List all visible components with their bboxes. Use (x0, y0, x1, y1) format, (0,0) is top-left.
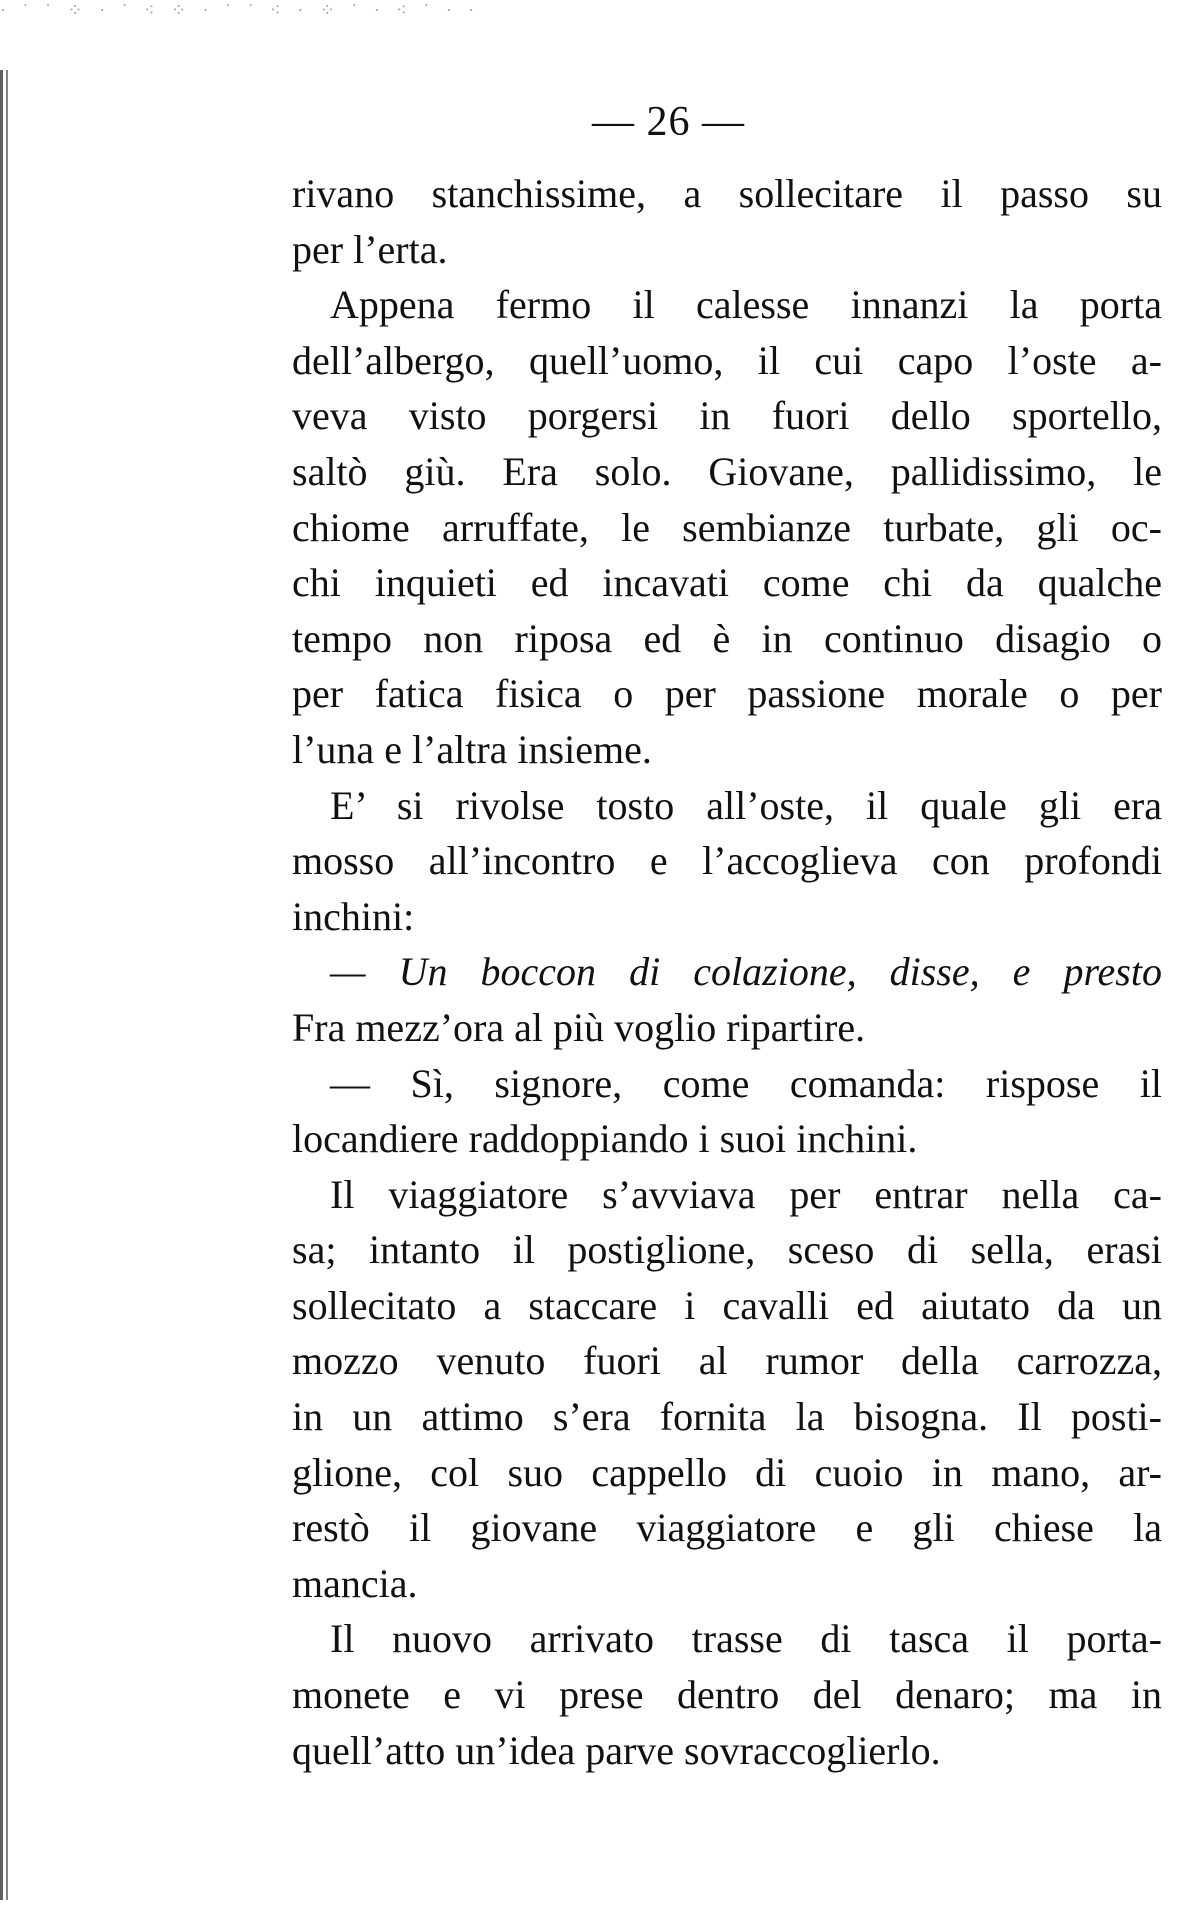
text-line: mancia. (292, 1560, 418, 1606)
text-line: — Un boccon di colazione, disse, e presto (330, 949, 1162, 995)
text-line: inchini: (292, 893, 415, 939)
text-line: E’ si rivolse tosto all’oste, il quale gli era (330, 782, 1162, 828)
text-line: in un attimo s’era fornita la bisogna. Il posti- (292, 1394, 1162, 1440)
text-line: saltò giù. Era solo. Giovane, pallidissimo, le (292, 448, 1162, 494)
text-line: tempo non riposa ed è in continuo disagio o (292, 615, 1162, 661)
text-line: mozzo venuto fuori al rumor della carrozza, (292, 1338, 1162, 1384)
text-line: Appena fermo il calesse innanzi la porta (330, 282, 1162, 328)
text-line: — Sì, signore, come comanda: rispose il (330, 1060, 1162, 1106)
text-line: per fatica fisica o per passione morale o per (292, 671, 1162, 717)
text-line: sollecitato a staccare i cavalli ed aiutato da un (292, 1282, 1162, 1328)
text-line: restò il giovane viaggiatore e gli chiese la (292, 1505, 1162, 1551)
text-line: per l’erta. (292, 226, 448, 272)
text-line: chi inquieti ed incavati come chi da qualche (292, 560, 1162, 606)
text-line: rivano stanchissime, a sollecitare il passo su (292, 171, 1162, 216)
text-line: dell’albergo, quell’uomo, il cui capo l’oste a- (292, 337, 1162, 383)
text-line: Il nuovo arrivato trasse di tasca il porta- (330, 1616, 1162, 1662)
text-line: quell’atto un’idea parve sovraccoglierlo. (292, 1727, 941, 1773)
text-line: locandiere raddoppiando i suoi inchini. (292, 1116, 918, 1162)
text-line: Il viaggiatore s’avviava per entrar nella ca- (330, 1171, 1162, 1217)
text-line: l’una e l’altra insieme. (292, 726, 652, 772)
text-line: veva visto porgersi in fuori dello sportello, (292, 393, 1162, 439)
binding-edge (0, 70, 30, 1900)
text-line: Fra mezz’ora al più voglio ripartire. (292, 1004, 866, 1050)
text-line: chiome arruffate, le sembianze turbate, gli oc- (292, 504, 1162, 550)
page-number: — 26 — (592, 99, 745, 145)
scan-noise-top: · ˙ ˙ ⁘ · ˙ ⁖ ⁘ · ˙ ˙ ⁖ · ⁘ ˙ · ⁖ ˙ · · (0, 0, 481, 20)
text-line: sa; intanto il postiglione, sceso di sella, erasi (292, 1227, 1162, 1273)
text-line: glione, col suo cappello di cuoio in mano, ar- (292, 1449, 1162, 1495)
text-line: mosso all’incontro e l’accoglieva con profondi (292, 838, 1162, 884)
body-text (292, 166, 1162, 1778)
text-line: monete e vi prese dentro del denaro; ma in (292, 1672, 1162, 1718)
